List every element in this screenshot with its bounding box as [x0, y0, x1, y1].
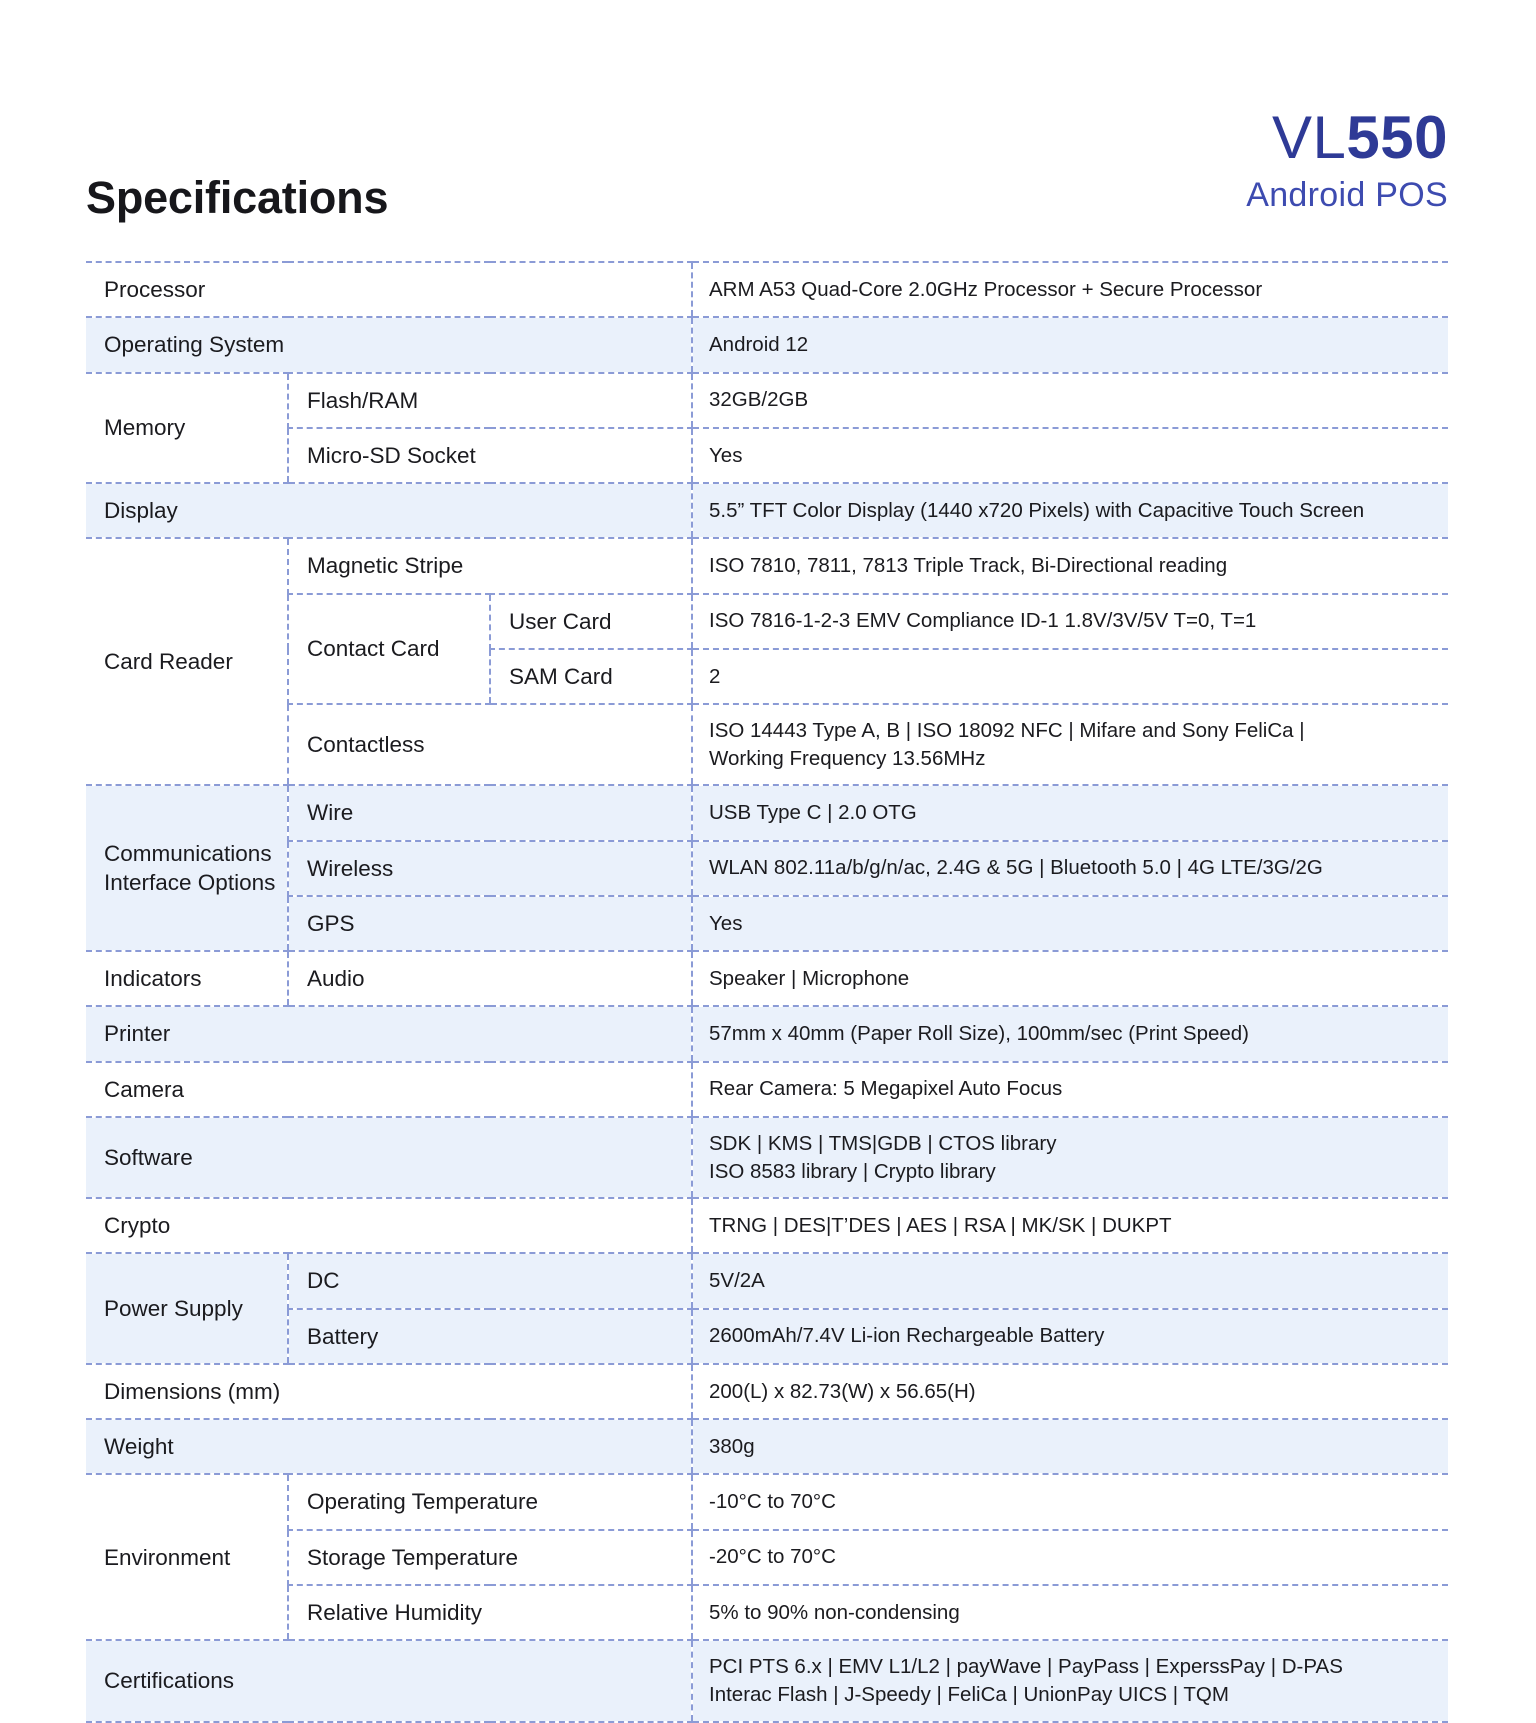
- spec-sublabel-contact-card: Contact Card: [288, 594, 490, 705]
- spec-sublabel-operating-temperature: Operating Temperature: [288, 1474, 692, 1529]
- spec-value-contactless-line-1: ISO 14443 Type A, B | ISO 18092 NFC | Mifare and Sony FeliCa |: [709, 719, 1305, 742]
- spec-sublabel-relative-humidity: Relative Humidity: [288, 1585, 692, 1640]
- spec-value-battery: 2600mAh/7.4V Li-ion Rechargeable Battery: [692, 1309, 1448, 1364]
- spec-sublabel-flash-ram: Flash/RAM: [288, 373, 692, 428]
- specifications-table: [86, 261, 1448, 1723]
- table-row: [86, 896, 1448, 951]
- spec-sublabel-audio: Audio: [288, 951, 692, 1006]
- page-title: Specifications: [86, 172, 389, 223]
- spec-value-weight: 380g: [692, 1419, 1448, 1474]
- spec-value-contactless-line-2: Working Frequency 13.56MHz: [709, 746, 986, 770]
- table-row: [86, 1006, 1448, 1061]
- spec-label-certifications: Certifications: [86, 1640, 692, 1721]
- spec-value-certifications-line-2: Interac Flash | J-Speedy | FeliCa | UnionPay UICS | TQM: [709, 1682, 1229, 1706]
- spec-sublabel-micro-sd-socket: Micro-SD Socket: [288, 428, 692, 483]
- table-row: [86, 785, 1448, 840]
- spec-sublabel-sam-card: SAM Card: [490, 649, 692, 704]
- table-row: [86, 1474, 1448, 1529]
- table-row: [86, 428, 1448, 483]
- spec-sublabel-gps: GPS: [288, 896, 692, 951]
- spec-label-processor: Processor: [86, 262, 692, 317]
- spec-value-user-card: ISO 7816-1-2-3 EMV Compliance ID-1 1.8V/3V/5V T=0, T=1: [692, 594, 1448, 649]
- spec-label-environment: Environment: [86, 1474, 288, 1640]
- spec-value-certifications-line-1: PCI PTS 6.x | EMV L1/L2 | payWave | PayPass | ExperssPay | D-PAS: [709, 1655, 1343, 1679]
- table-row: [86, 1062, 1448, 1117]
- table-row: [86, 1530, 1448, 1585]
- spec-sublabel-wire: Wire: [288, 785, 692, 840]
- table-row: [86, 1309, 1448, 1364]
- table-row: [86, 538, 1448, 593]
- spec-label-communications-line-1: Communications: [104, 840, 272, 866]
- table-row: [86, 951, 1448, 1006]
- spec-label-communications: [86, 785, 288, 951]
- spec-label-crypto: Crypto: [86, 1198, 692, 1253]
- spec-sublabel-wireless: Wireless: [288, 841, 692, 896]
- spec-sublabel-contactless: Contactless: [288, 704, 692, 785]
- table-row: [86, 1364, 1448, 1419]
- spec-label-display: Display: [86, 483, 692, 538]
- spec-sublabel-user-card: User Card: [490, 594, 692, 649]
- spec-value-contactless: [692, 704, 1448, 785]
- spec-value-relative-humidity: 5% to 90% non-condensing: [692, 1585, 1448, 1640]
- spec-value-processor: ARM A53 Quad-Core 2.0GHz Processor + Secure Processor: [692, 262, 1448, 317]
- spec-value-certifications: [692, 1640, 1448, 1721]
- table-row: [86, 1419, 1448, 1474]
- spec-value-operating-system: Android 12: [692, 317, 1448, 372]
- spec-label-dimensions: Dimensions (mm): [86, 1364, 692, 1419]
- spec-label-printer: Printer: [86, 1006, 692, 1061]
- spec-label-operating-system: Operating System: [86, 317, 692, 372]
- product-model-number: 550: [1346, 104, 1448, 171]
- spec-value-gps: Yes: [692, 896, 1448, 951]
- spec-value-software: [692, 1117, 1448, 1198]
- spec-sublabel-magnetic-stripe: Magnetic Stripe: [288, 538, 692, 593]
- spec-value-audio: Speaker | Microphone: [692, 951, 1448, 1006]
- product-model-prefix: VL: [1272, 104, 1347, 171]
- spec-value-display: 5.5” TFT Color Display (1440 x720 Pixels) with Capacitive Touch Screen: [692, 483, 1448, 538]
- spec-value-camera: Rear Camera: 5 Megapixel Auto Focus: [692, 1062, 1448, 1117]
- spec-value-dimensions: 200(L) x 82.73(W) x 56.65(H): [692, 1364, 1448, 1419]
- product-subtitle: Android POS: [1246, 176, 1448, 214]
- table-row: [86, 1585, 1448, 1640]
- spec-sublabel-dc: DC: [288, 1253, 692, 1308]
- spec-label-weight: Weight: [86, 1419, 692, 1474]
- specifications-table-body: [86, 262, 1448, 1722]
- spec-value-software-line-2: ISO 8583 library | Crypto library: [709, 1159, 996, 1183]
- table-row: [86, 1253, 1448, 1308]
- spec-label-power-supply: Power Supply: [86, 1253, 288, 1364]
- table-row: [86, 1198, 1448, 1253]
- spec-value-software-line-1: SDK | KMS | TMS|GDB | CTOS library: [709, 1131, 1057, 1155]
- spec-value-wire: USB Type C | 2.0 OTG: [692, 785, 1448, 840]
- spec-label-camera: Camera: [86, 1062, 692, 1117]
- table-row: [86, 373, 1448, 428]
- spec-value-wireless: WLAN 802.11a/b/g/n/ac, 2.4G & 5G | Bluetooth 5.0 | 4G LTE/3G/2G: [692, 841, 1448, 896]
- spec-label-software: Software: [86, 1117, 692, 1198]
- spec-value-printer: 57mm x 40mm (Paper Roll Size), 100mm/sec (Print Speed): [692, 1006, 1448, 1061]
- spec-label-indicators: Indicators: [86, 951, 288, 1006]
- spec-value-operating-temperature: -10°C to 70°C: [692, 1474, 1448, 1529]
- product-model: [1246, 104, 1448, 171]
- spec-value-sam-card: 2: [692, 649, 1448, 704]
- spec-value-dc: 5V/2A: [692, 1253, 1448, 1308]
- table-row: [86, 1117, 1448, 1198]
- spec-label-communications-line-2: Interface Options: [104, 870, 276, 896]
- spec-value-crypto: TRNG | DES|T’DES | AES | RSA | MK/SK | DUKPT: [692, 1198, 1448, 1253]
- spec-value-flash-ram: 32GB/2GB: [692, 373, 1448, 428]
- spec-sublabel-battery: Battery: [288, 1309, 692, 1364]
- table-row: [86, 317, 1448, 372]
- spec-value-storage-temperature: -20°C to 70°C: [692, 1530, 1448, 1585]
- spec-label-card-reader: Card Reader: [86, 538, 288, 785]
- spec-sublabel-storage-temperature: Storage Temperature: [288, 1530, 692, 1585]
- table-row: [86, 483, 1448, 538]
- product-brand: [1246, 104, 1448, 214]
- table-row: [86, 262, 1448, 317]
- spec-value-micro-sd-socket: Yes: [692, 428, 1448, 483]
- table-row: [86, 594, 1448, 649]
- spec-label-memory: Memory: [86, 373, 288, 484]
- spec-value-magnetic-stripe: ISO 7810, 7811, 7813 Triple Track, Bi-Directional reading: [692, 538, 1448, 593]
- table-row: [86, 704, 1448, 785]
- table-row: [86, 1640, 1448, 1721]
- table-row: [86, 841, 1448, 896]
